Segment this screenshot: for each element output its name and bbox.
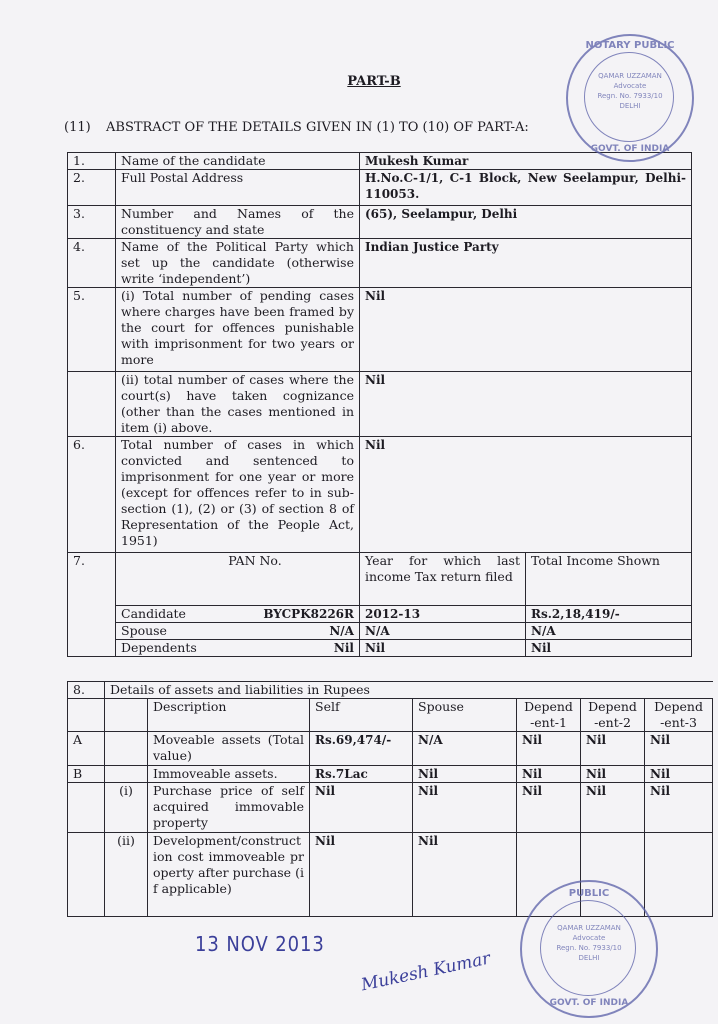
row-label: (ii) total number of cases where the court(s) have taken cognizance (other than the cases mentioned in item (i) above. — [116, 372, 360, 437]
tax-row-pan: N/A — [329, 624, 354, 638]
abstract-heading — [64, 120, 529, 135]
tax-row-year: N/A — [360, 623, 526, 640]
table-row — [68, 766, 713, 783]
stamp-regn: Regn. No. 7933/10 — [556, 944, 622, 952]
row-number: 3. — [68, 206, 116, 239]
stamp-regn: Regn. No. 7933/10 — [597, 92, 663, 100]
tax-row-label — [116, 640, 360, 657]
asset-dependent-2: Nil — [581, 766, 645, 783]
stamp-bottom-text: GOVT. OF INDIA — [590, 144, 670, 154]
asset-dependent-3: Nil — [645, 732, 713, 766]
pan-header: PAN No. — [116, 553, 360, 606]
table-row — [68, 732, 713, 766]
row-number-blank — [68, 372, 116, 437]
table-row — [68, 553, 692, 606]
table-row — [68, 372, 692, 437]
page-title: PART-B — [347, 74, 401, 89]
row-label: Name of the candidate — [116, 153, 360, 170]
asset-self: Nil — [310, 783, 413, 833]
tax-row-label — [116, 606, 360, 623]
asset-id — [68, 783, 105, 833]
row-label: Name of the Political Party which set up the candidate (otherwise write ‘independent’) — [116, 239, 360, 288]
table-row — [68, 288, 692, 372]
asset-dependent-2: Nil — [581, 783, 645, 833]
asset-self: Nil — [310, 833, 413, 917]
asset-spouse: N/A — [413, 732, 517, 766]
asset-description: Moveable assets (Total value) — [148, 732, 310, 766]
notary-stamp-bottom — [520, 880, 658, 1018]
row-number: 1. — [68, 153, 116, 170]
asset-spouse: Nil — [413, 833, 517, 917]
income-header: Total Income Shown — [526, 553, 692, 606]
row-number: 2. — [68, 170, 116, 206]
tax-row-year: 2012-13 — [360, 606, 526, 623]
asset-self: Rs.7Lac — [310, 766, 413, 783]
tax-row-who: Dependents — [121, 640, 197, 655]
stamp-ring-text: PUBLIC — [568, 888, 610, 899]
table-row — [68, 682, 713, 699]
row-label: Number and Names of the constituency and state — [116, 206, 360, 239]
stamp-city: DELHI — [578, 954, 600, 962]
row-number: 4. — [68, 239, 116, 288]
asset-description: Immoveable assets. — [148, 766, 310, 783]
asset-sub: (i) — [105, 783, 148, 833]
asset-sub — [105, 766, 148, 783]
asset-dependent-2: Nil — [581, 732, 645, 766]
asset-id — [68, 833, 105, 917]
header-description: Description — [148, 699, 310, 732]
stamp-role: Advocate — [613, 82, 647, 90]
tax-row-income: Rs.2,18,419/- — [526, 606, 692, 623]
blank-cell — [105, 699, 148, 732]
candidate-details-table — [67, 152, 692, 657]
asset-dependent-3: Nil — [645, 783, 713, 833]
header-self: Self — [310, 699, 413, 732]
asset-sub — [105, 732, 148, 766]
row-value: Mukesh Kumar — [360, 153, 692, 170]
table-row — [68, 437, 692, 553]
tax-row-who: Spouse — [121, 623, 167, 638]
asset-spouse: Nil — [413, 783, 517, 833]
date-stamp: 13 NOV 2013 — [195, 932, 325, 956]
row-value: (65), Seelampur, Delhi — [360, 206, 692, 239]
asset-description: Purchase price of self acquired immovable property — [148, 783, 310, 833]
tax-row-label — [116, 623, 360, 640]
table-row — [68, 153, 692, 170]
asset-dependent-3 — [645, 833, 713, 917]
table-row — [68, 170, 692, 206]
table-row — [68, 640, 692, 657]
asset-id: B — [68, 766, 105, 783]
stamp-bottom-text: GOVT. OF INDIA — [549, 998, 629, 1008]
header-dependent-1: Depend -ent-1 — [517, 699, 581, 732]
header-dependent-2: Depend -ent-2 — [581, 699, 645, 732]
asset-dependent-1: Nil — [517, 732, 581, 766]
stamp-city: DELHI — [619, 102, 641, 110]
tax-row-income: N/A — [526, 623, 692, 640]
tax-row-who: Candidate — [121, 606, 186, 621]
table-row — [68, 783, 713, 833]
year-header: Year for which last income Tax return filed — [360, 553, 526, 606]
abstract-text: ABSTRACT OF THE DETAILS GIVEN IN (1) TO (10) OF PART-A: — [106, 120, 529, 135]
header-dependent-3: Depend -ent-3 — [645, 699, 713, 732]
table-row — [68, 606, 692, 623]
tax-row-pan: BYCPK8226R — [263, 607, 354, 621]
asset-dependent-1: Nil — [517, 783, 581, 833]
section-title: Details of assets and liabilities in Rupees — [105, 682, 713, 699]
tax-row-pan: Nil — [333, 641, 354, 655]
abstract-number: (11) — [64, 120, 91, 135]
row-label: Full Postal Address — [116, 170, 360, 206]
asset-dependent-1: Nil — [517, 766, 581, 783]
row-value: Indian Justice Party — [360, 239, 692, 288]
blank-cell — [68, 699, 105, 732]
asset-id: A — [68, 732, 105, 766]
asset-sub: (ii) — [105, 833, 148, 917]
tax-row-year: Nil — [360, 640, 526, 657]
row-number: 6. — [68, 437, 116, 553]
asset-spouse: Nil — [413, 766, 517, 783]
stamp-role: Advocate — [572, 934, 606, 942]
stamp-name: QAMAR UZZAMAN — [598, 72, 662, 80]
row-value: Nil — [360, 288, 692, 372]
stamp-ring-text: NOTARY PUBLIC — [585, 40, 675, 51]
table-row — [68, 206, 692, 239]
asset-self: Rs.69,474/- — [310, 732, 413, 766]
row-value: H.No.C-1/1, C-1 Block, New Seelampur, Delhi-110053. — [360, 170, 692, 206]
row-label: (i) Total number of pending cases where charges have been framed by the court for offences punishable with imprisonment for two years or more — [116, 288, 360, 372]
table-row — [68, 239, 692, 288]
table-row — [68, 623, 692, 640]
table-header-row — [68, 699, 713, 732]
asset-dependent-3: Nil — [645, 766, 713, 783]
signature: Mukesh Kumar — [359, 948, 493, 996]
header-spouse: Spouse — [413, 699, 517, 732]
row-value: Nil — [360, 372, 692, 437]
row-label: Total number of cases in which convicted and sentenced to imprisonment for one year or more (except for offences refer to in sub-section (1), (2) or (3) of section 8 of Representation of the People Act, 1951) — [116, 437, 360, 553]
tax-row-income: Nil — [526, 640, 692, 657]
section-number: 8. — [68, 682, 105, 699]
assets-table — [67, 681, 713, 917]
row-value: Nil — [360, 437, 692, 553]
notary-stamp-top — [566, 34, 694, 162]
stamp-name: QAMAR UZZAMAN — [557, 924, 621, 932]
row-number: 5. — [68, 288, 116, 372]
asset-description: Development/construction cost immoveable property after purchase (if applicable) — [148, 833, 310, 917]
row-number: 7. — [68, 553, 116, 657]
